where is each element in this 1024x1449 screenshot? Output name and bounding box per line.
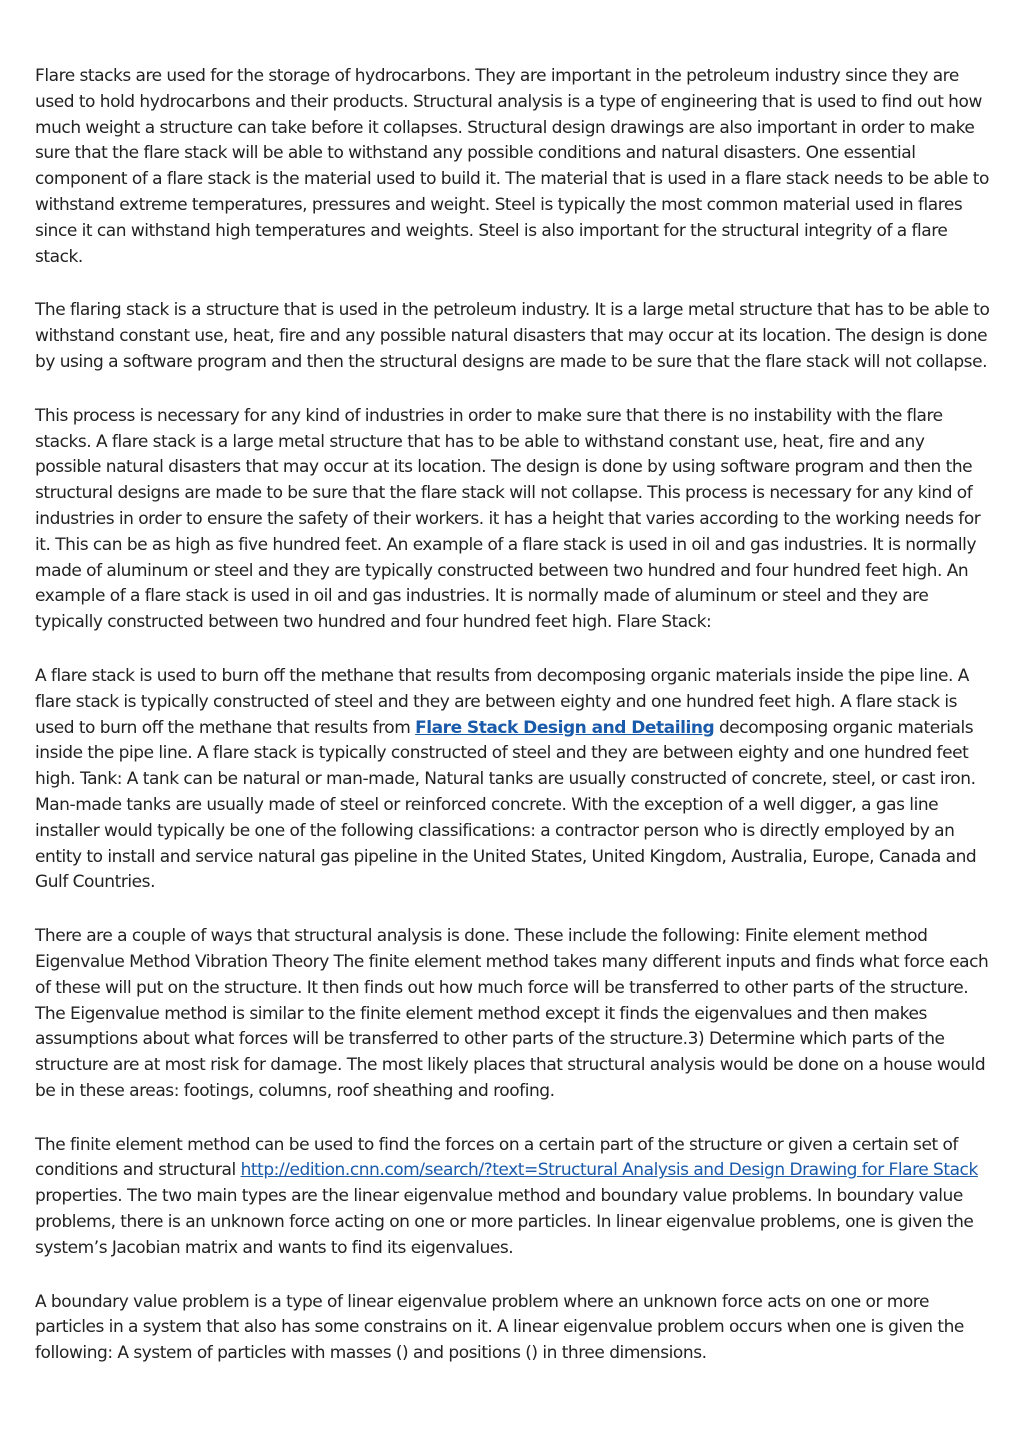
document-body [35,64,995,1395]
paragraph-1: Flare stacks are used for the storage of hydrocarbons. They are important in the petroleum industry since they are used to hold hydrocarbons and their products. Structural analysis is a type of engineering that is used to find out how much weight a structure can take before it collapses. Structural design drawings are also important in order to make sure that the flare stack will be able to withstand any possible conditions and natural disasters. One essential component of a flare stack is the material used to build it. The material that is used in a flare stack needs to be able to withstand extreme temperatures, pressures and weight. Steel is typically the most common material used in flares since it can withstand high temperatures and weights. Steel is also important for the structural integrity of a flare stack. [35,66,989,267]
paragraph-6-text-before: The finite element method can be used to find the forces on a certain part of the structure or given a certain set of conditions and structural [35,1134,958,1181]
paragraph-4 [35,664,995,896]
paragraph-6-text-after: properties. The two main types are the linear eigenvalue method and boundary value problems. In boundary value problems, there is an unknown force acting on one or more particles. In linear eigenvalue problems, one is given the system’s Jacobian matrix and wants to find its eigenvalues. [35,1186,974,1258]
paragraph-4-text-after: decomposing organic materials inside the pipe line. A flare stack is typically constructed of steel and they are between eighty and one hundred feet high. Tank: A tank can be natural or man-made, Natural tanks are usually constructed of concrete, steel, or cast iron. Man-made tanks are usually made of steel or reinforced concrete. With the exception of a well digger, a gas line installer would typically be one of the following classifications: a contractor person who is directly employed by an entity to install and service natural gas pipeline in the United States, United Kingdom, Australia, Europe, Canada and Gulf Countries. [35,717,977,893]
cnn-search-link[interactable]: http://edition.cnn.com/search/?text=Structural Analysis and Design Drawing for Flare Stack [240,1160,978,1181]
paragraph-3: This process is necessary for any kind of industries in order to make sure that there is no instability with the flare stacks. A flare stack is a large metal structure that has to be able to withstand constant use, heat, fire and any possible natural disasters that may occur at its location. The design is done by using software program and then the structural designs are made to be sure that the flare stack will not collapse. This process is necessary for any kind of industries in order to ensure the safety of their workers. it has a height that varies according to the working needs for it. This can be as high as five hundred feet. An example of a flare stack is used in oil and gas industries. It is normally made of aluminum or steel and they are typically constructed between two hundred and four hundred feet high. An example of a flare stack is used in oil and gas industries. It is normally made of aluminum or steel and they are typically constructed between two hundred and four hundred feet high. Flare Stack: [35,405,981,633]
flare-stack-design-link[interactable]: Flare Stack Design and Detailing [415,717,715,738]
paragraph-6 [35,1133,995,1262]
paragraph-2: The flaring stack is a structure that is used in the petroleum industry. It is a large metal structure that has to be able to withstand constant use, heat, fire and any possible natural disasters that may occur at its location. The design is done by using a software program and then the structural designs are made to be sure that the flare stack will not collapse. [35,300,990,372]
paragraph-5: There are a couple of ways that structural analysis is done. These include the following: Finite element method Eigenvalue Method Vibration Theory The finite element method takes many different inputs and finds what force each of these will put on the structure. It then finds out how much force will be transferred to other parts of the structure. The Eigenvalue method is similar to the finite element method except it finds the eigenvalues and then makes assumptions about what forces will be transferred to other parts of the structure.3) Determine which parts of the structure are at most risk for damage. The most likely places that structural analysis would be done on a house would be in these areas: footings, columns, roof sheathing and roofing. [35,926,989,1101]
paragraph-7: A boundary value problem is a type of linear eigenvalue problem where an unknown force acts on one or more particles in a system that also has some constrains on it. A linear eigenvalue problem occurs when one is given the following: A system of particles with masses () and positions () in three dimensions. [35,1291,964,1364]
paragraph-4-text-before: A flare stack is used to burn off the methane that results from decomposing organic materials inside the pipe line. A flare stack is typically constructed of steel and they are between eighty and one hundred feet high. A flare stack is used to burn off the methane that results from [35,665,969,738]
